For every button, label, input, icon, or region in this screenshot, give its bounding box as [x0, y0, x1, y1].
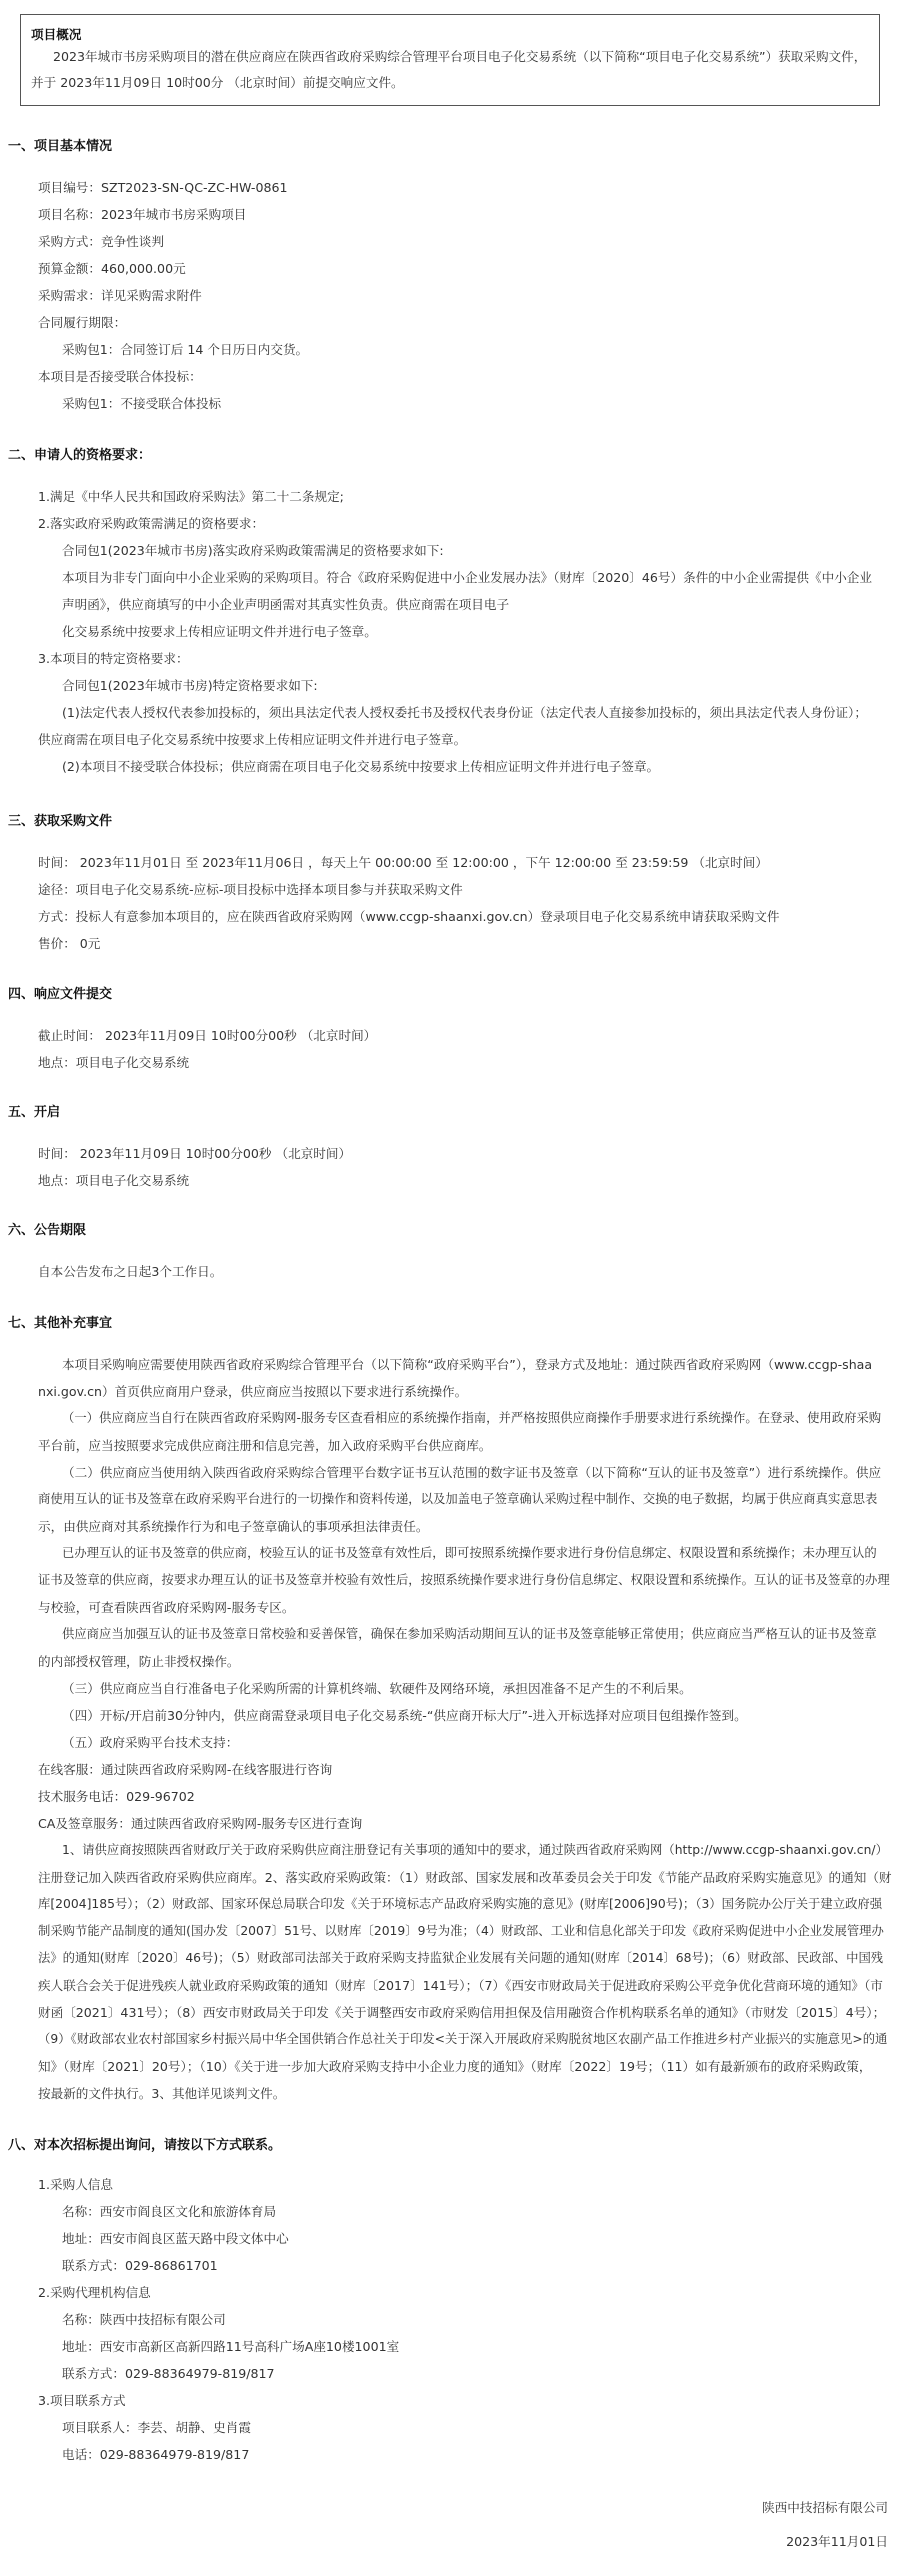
supplement-line: 示，由供应商对其系统操作行为和电子签章确认的事项承担法律责任。 — [38, 1519, 429, 1534]
project-number: 项目编号：SZT2023-SN-QC-ZC-HW-0861 — [38, 180, 288, 195]
supplement-line: （三）供应商应当自行准备电子化采购所需的计算机终端、软硬件及网络环境，承担因准备不足产生的不利后果。 — [62, 1681, 692, 1696]
project-overview-box — [20, 14, 880, 106]
purchaser-name: 名称：西安市阎良区文化和旅游体育局 — [62, 2204, 277, 2219]
opening-time: 时间： 2023年11月09日 10时00分00秒 （北京时间） — [38, 1146, 352, 1161]
supplement-line: 商使用互认的证书及签章在政府采购平台进行的一切操作和资料传递，以及加盖电子签章确认采购过程中制作、交换的电子数据，均属于供应商真实意思表 — [38, 1492, 878, 1506]
contract-period-label: 合同履行期限： — [38, 315, 127, 330]
agency-address: 地址：西安市高新区高新四路11号高科广场A座10楼1001室 — [62, 2339, 400, 2354]
tech-support-phone: 技术服务电话：029-96702 — [38, 1789, 195, 1804]
section-3-title: 三、获取采购文件 — [8, 814, 113, 829]
overview-title: 项目概况 — [31, 27, 82, 42]
project-name: 项目名称：2023年城市书房采购项目 — [38, 207, 247, 222]
qualification-line: 声明函》，供应商填写的中小企业声明函需对其真实性负责。供应商需在项目电子 — [62, 597, 510, 612]
opening-location: 地点：项目电子化交易系统 — [38, 1173, 190, 1188]
qualification-line: 化交易系统中按要求上传相应证明文件并进行电子签章。 — [62, 624, 377, 639]
policy-line: （9）《财政部农业农村部国家乡村振兴局中华全国供销合作总社关于印发<关于深入开展政府采购脱贫地区农副产品工作推进乡村产业振兴的实施意见>的通 — [38, 2032, 888, 2046]
online-support: 在线客服：通过陕西省政府采购网-在线客服进行咨询 — [38, 1762, 333, 1777]
supplement-line: （一）供应商应当自行在陕西省政府采购网-服务专区查看相应的系统操作指南，并严格按照供应商操作手册要求进行系统操作。在登录、使用政府采购 — [62, 1411, 882, 1425]
overview-text-line-2: 并于 2023年11月09日 10时00分 （北京时间）前提交响应文件。 — [31, 75, 404, 90]
consortium-value: 采购包1：不接受联合体投标 — [62, 396, 222, 411]
overview-text-line-1: 2023年城市书房采购项目的潜在供应商应在陕西省政府采购综合管理平台项目电子化交易系统（以下简称“项目电子化交易系统”）获取采购文件， — [53, 49, 867, 64]
submission-location: 地点：项目电子化交易系统 — [38, 1055, 190, 1070]
supplement-line: 平台前，应当按照要求完成供应商注册和信息完善，加入政府采购平台供应商库。 — [38, 1438, 492, 1453]
contract-period-value: 采购包1：合同签订后 14 个日历日内交货。 — [62, 342, 309, 357]
purchaser-contact: 联系方式：029-86861701 — [62, 2258, 218, 2273]
acquire-method: 方式：投标人有意参加本项目的，应在陕西省政府采购网（www.ccgp-shaanxi.gov.cn）登录项目电子化交易系统申请获取采购文件 — [38, 909, 780, 924]
qualification-line: 2.落实政府采购政策需满足的资格要求： — [38, 516, 265, 531]
ca-signature-service: CA及签章服务：通过陕西省政府采购网-服务专区进行查询 — [38, 1816, 363, 1831]
submission-deadline: 截止时间： 2023年11月09日 10时00分00秒 （北京时间） — [38, 1028, 377, 1043]
project-contact-phone: 电话：029-88364979-819/817 — [62, 2447, 250, 2462]
qualification-line: 合同包1(2023年城市书房)落实政府采购政策需满足的资格要求如下: — [62, 543, 444, 558]
policy-line: 1、请供应商按照陕西省财政厅关于政府采购供应商注册登记有关事项的通知中的要求，通过陕西省政府采购网（http://www.ccgp-shaanxi.gov.cn/） — [62, 1843, 888, 1857]
supplement-line: nxi.gov.cn）首页供应商用户登录，供应商应当按照以下要求进行系统操作。 — [38, 1384, 468, 1399]
section-5-title: 五、开启 — [8, 1105, 61, 1120]
policy-line: 财函〔2021〕431号）；（8）西安市财政局关于印发《关于调整西安市政府采购信用担保及信用融资合作机构联系名单的通知》（市财发〔2015〕4号）； — [38, 2005, 886, 2020]
supplement-line: （二）供应商应当使用纳入陕西省政府采购综合管理平台数字证书互认范围的数字证书及签章（以下简称“互认的证书及签章”）进行系统操作。供应 — [62, 1465, 882, 1480]
qualification-line: (1)法定代表人授权代表参加投标的，须出具法定代表人授权委托书及授权代表身份证（法定代表人直接参加投标的，须出具法定代表人身份证）； — [62, 705, 867, 720]
procurement-method: 采购方式：竞争性谈判 — [38, 234, 164, 249]
qualification-line: 1.满足《中华人民共和国政府采购法》第二十二条规定; — [38, 489, 344, 504]
supplement-line: 的内部授权管理，防止非授权操作。 — [38, 1654, 240, 1669]
budget-amount: 预算金额：460,000.00元 — [38, 261, 186, 276]
agency-info-heading: 2.采购代理机构信息 — [38, 2285, 151, 2300]
supplement-line: 已办理互认的证书及签章的供应商，校验互认的证书及签章有效性后，即可按照系统操作要求进行身份信息绑定、权限设置和系统操作；未办理互认的 — [62, 1546, 877, 1560]
agency-name: 名称：陕西中技招标有限公司 — [62, 2312, 226, 2327]
procurement-requirement: 采购需求：详见采购需求附件 — [38, 288, 202, 303]
project-contact-heading: 3.项目联系方式 — [38, 2393, 126, 2408]
qualification-line: 合同包1(2023年城市书房)特定资格要求如下: — [62, 678, 318, 693]
section-6-title: 六、公告期限 — [8, 1223, 87, 1238]
qualification-line: 供应商需在项目电子化交易系统中按要求上传相应证明文件并进行电子签章。 — [38, 732, 467, 747]
purchaser-info-heading: 1.采购人信息 — [38, 2177, 113, 2192]
consortium-label: 本项目是否接受联合体投标： — [38, 369, 202, 384]
issuer-name: 陕西中技招标有限公司 — [762, 2500, 888, 2515]
supplement-line: 与校验，可查看陕西省政府采购网-服务专区。 — [38, 1600, 295, 1615]
supplement-line: 证书及签章的供应商，按要求办理互认的证书及签章并校验有效性后，按照系统操作要求进行身份信息绑定、权限设置和系统操作。互认的证书及签章的办理 — [38, 1573, 890, 1587]
acquire-channel: 途径：项目电子化交易系统-应标-项目投标中选择本项目参与并获取采购文件 — [38, 882, 463, 897]
policy-line: 制采购节能产品制度的通知(国办发〔2007〕51号、以财库〔2019〕9号为准；（4）财政部、工业和信息化部关于印发《政府采购促进中小企业发展管理办 — [38, 1924, 884, 1938]
acquire-time: 时间： 2023年11月01日 至 2023年11月06日 ，每天上午 00:00:00 至 12:00:00 ，下午 12:00:00 至 23:59:59 （北京时间） — [38, 855, 768, 870]
supplement-line: （四）开标/开启前30分钟内，供应商需登录项目电子化交易系统-“供应商开标大厅”-进入开标选择对应项目包组操作签到。 — [62, 1708, 747, 1723]
qualification-line: (2)本项目不接受联合体投标；供应商需在项目电子化交易系统中按要求上传相应证明文件并进行电子签章。 — [62, 759, 660, 774]
policy-line: 疾人联合会关于促进残疾人就业政府采购政策的通知（财库〔2017〕141号）；（7）《西安市财政局关于促进政府采购公平竞争优化营商环境的通知》（市 — [38, 1978, 883, 1993]
section-1-title: 一、项目基本情况 — [8, 139, 113, 154]
section-7-title: 七、其他补充事宜 — [8, 1316, 113, 1331]
supplement-line: （五）政府采购平台技术支持： — [62, 1735, 239, 1750]
policy-line: 注册登记加入陕西省政府采购供应商库。2、落实政府采购政策：（1）财政部、国家发展和改革委员会关于印发《节能产品政府采购实施意见》的通知（财 — [38, 1870, 892, 1885]
agency-contact: 联系方式：029-88364979-819/817 — [62, 2366, 275, 2381]
issue-date: 2023年11月01日 — [786, 2534, 888, 2549]
announcement-period: 自本公告发布之日起3个工作日。 — [38, 1264, 223, 1279]
section-8-title: 八、对本次招标提出询问，请按以下方式联系。 — [8, 2138, 282, 2153]
section-2-title: 二、申请人的资格要求： — [8, 448, 152, 463]
supplement-line: 供应商应当加强互认的证书及签章日常校验和妥善保管，确保在参加采购活动期间互认的证书及签章能够正常使用；供应商应当严格互认的证书及签章 — [62, 1627, 877, 1641]
purchaser-address: 地址：西安市阎良区蓝天路中段文体中心 — [62, 2231, 289, 2246]
qualification-line: 3.本项目的特定资格要求： — [38, 651, 189, 666]
supplement-line: 本项目采购响应需要使用陕西省政府采购综合管理平台（以下简称“政府采购平台”），登录方式及地址：通过陕西省政府采购网（www.ccgp-shaa — [62, 1357, 873, 1372]
qualification-line: 本项目为非专门面向中小企业采购的采购项目。符合《政府采购促进中小企业发展办法》（财库〔2020〕46号）条件的中小企业需提供《中小企业 — [62, 570, 872, 585]
policy-line: 按最新的文件执行。3、其他详见谈判文件。 — [38, 2086, 286, 2101]
project-contact-person: 项目联系人：李芸、胡静、史肖霞 — [62, 2420, 251, 2435]
policy-line: 库[2004]185号）；（2）财政部、国家环保总局联合印发《关于环境标志产品政府采购实施的意见》(财库[2006]90号)；（3）国务院办公厅关于建立政府强 — [38, 1897, 883, 1911]
policy-line: 知》（财库〔2021〕20号）；（10）《关于进一步加大政府采购支持中小企业力度的通知》（财库〔2022〕19号；（11）如有最新颁布的政府采购政策， — [38, 2059, 872, 2074]
document-price: 售价： 0元 — [38, 936, 101, 951]
policy-line: 法》的通知(财库〔2020〕46号)；（5）财政部司法部关于政府采购支持监狱企业发展有关问题的通知(财库〔2014〕68号)；（6）财政部、民政部、中国残 — [38, 1951, 884, 1965]
section-4-title: 四、响应文件提交 — [8, 987, 113, 1002]
